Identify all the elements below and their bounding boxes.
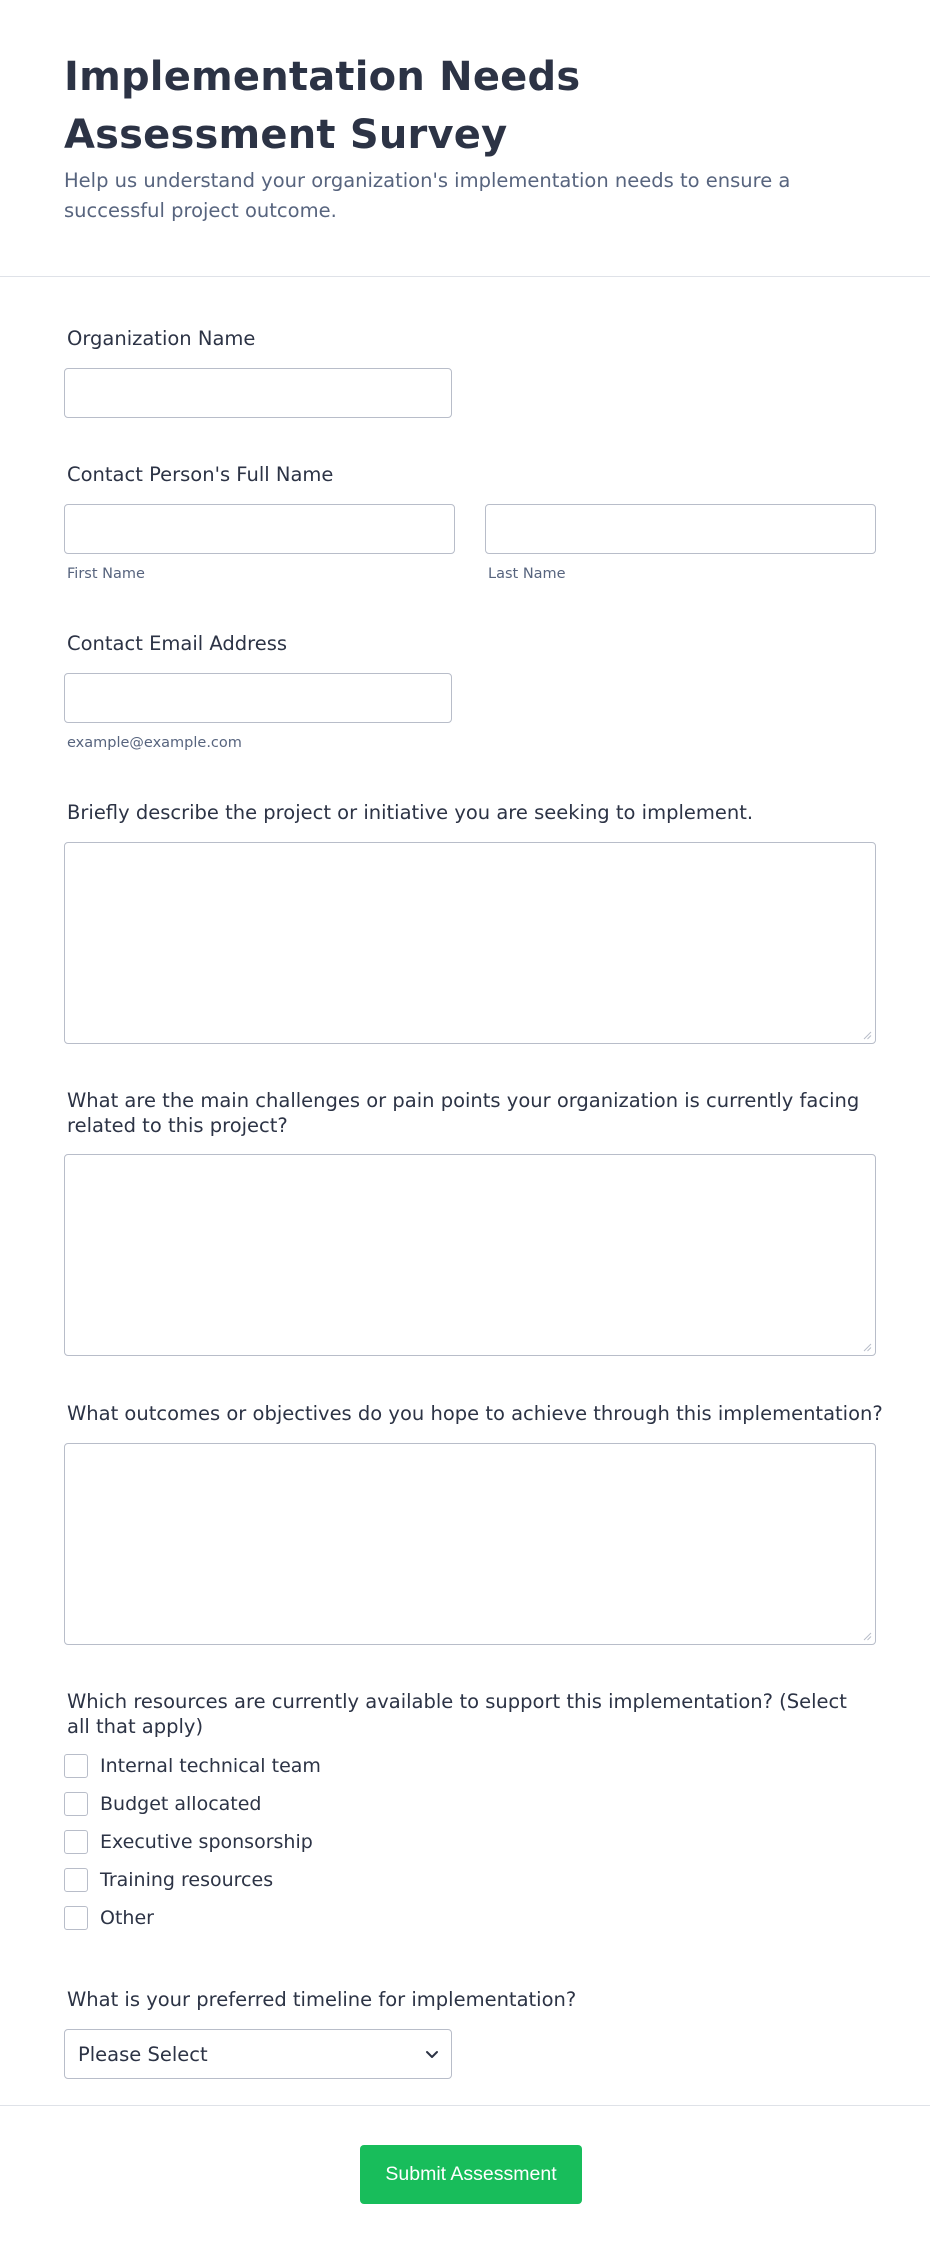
- timeline-select-value: Please Select: [78, 2042, 208, 2066]
- question-contact-name: [64, 462, 876, 582]
- resource-option-label: Executive sponsorship: [100, 1831, 313, 1853]
- first-name-sublabel: First Name: [67, 566, 145, 582]
- question-timeline: [64, 1987, 576, 2079]
- last-name-input[interactable]: [485, 504, 876, 554]
- challenges-label: What are the main challenges or pain points your organization is currently facing related to this project?: [67, 1089, 860, 1137]
- outcomes-label: What outcomes or objectives do you hope to achieve through this implementation?: [67, 1402, 883, 1425]
- resize-grip-icon[interactable]: [862, 1030, 872, 1040]
- resource-option-label: Other: [100, 1907, 154, 1929]
- resource-option[interactable]: [64, 1861, 867, 1899]
- email-sublabel: example@example.com: [67, 735, 242, 751]
- timeline-label: What is your preferred timeline for implementation?: [67, 1988, 577, 2011]
- checkbox[interactable]: [64, 1754, 88, 1778]
- organization-name-input[interactable]: [64, 368, 452, 418]
- resource-option[interactable]: [64, 1899, 867, 1937]
- chevron-down-icon: [425, 2050, 439, 2059]
- checkbox[interactable]: [64, 1830, 88, 1854]
- checkbox[interactable]: [64, 1868, 88, 1892]
- page-title: Implementation Needs Assessment Survey: [64, 54, 581, 158]
- page-subtitle: Help us understand your organization's implementation needs to ensure a successful project outcome.: [64, 169, 791, 222]
- form-footer: [0, 2105, 930, 2253]
- timeline-select[interactable]: [64, 2029, 452, 2079]
- resource-option-label: Budget allocated: [100, 1793, 262, 1815]
- resize-grip-icon[interactable]: [862, 1631, 872, 1641]
- form-header: [0, 0, 930, 277]
- resource-option-label: Internal technical team: [100, 1755, 321, 1777]
- submit-button[interactable]: Submit Assessment: [360, 2145, 582, 2204]
- question-resources: [64, 1689, 867, 1937]
- resources-label: Which resources are currently available to support this implementation? (Select all that apply): [67, 1690, 847, 1738]
- resource-option-label: Training resources: [100, 1869, 274, 1891]
- contact-name-label: Contact Person's Full Name: [67, 463, 334, 486]
- contact-email-label: Contact Email Address: [67, 632, 288, 655]
- question-challenges: [64, 1088, 876, 1356]
- resource-option[interactable]: [64, 1747, 867, 1785]
- checkbox[interactable]: [64, 1792, 88, 1816]
- question-outcomes: [64, 1401, 883, 1645]
- question-contact-email: [64, 631, 452, 751]
- question-project-description: [64, 800, 876, 1044]
- last-name-sublabel: Last Name: [488, 566, 566, 582]
- resources-checkbox-list: [64, 1747, 867, 1937]
- outcomes-textarea[interactable]: [64, 1443, 876, 1645]
- challenges-textarea[interactable]: [64, 1154, 876, 1356]
- email-input[interactable]: [64, 673, 452, 723]
- resource-option[interactable]: [64, 1823, 867, 1861]
- organization-name-label: Organization Name: [67, 327, 256, 350]
- project-description-label: Briefly describe the project or initiative you are seeking to implement.: [67, 801, 754, 824]
- checkbox[interactable]: [64, 1906, 88, 1930]
- first-name-input[interactable]: [64, 504, 455, 554]
- question-organization-name: [64, 326, 452, 418]
- resize-grip-icon[interactable]: [862, 1342, 872, 1352]
- project-description-textarea[interactable]: [64, 842, 876, 1044]
- resource-option[interactable]: [64, 1785, 867, 1823]
